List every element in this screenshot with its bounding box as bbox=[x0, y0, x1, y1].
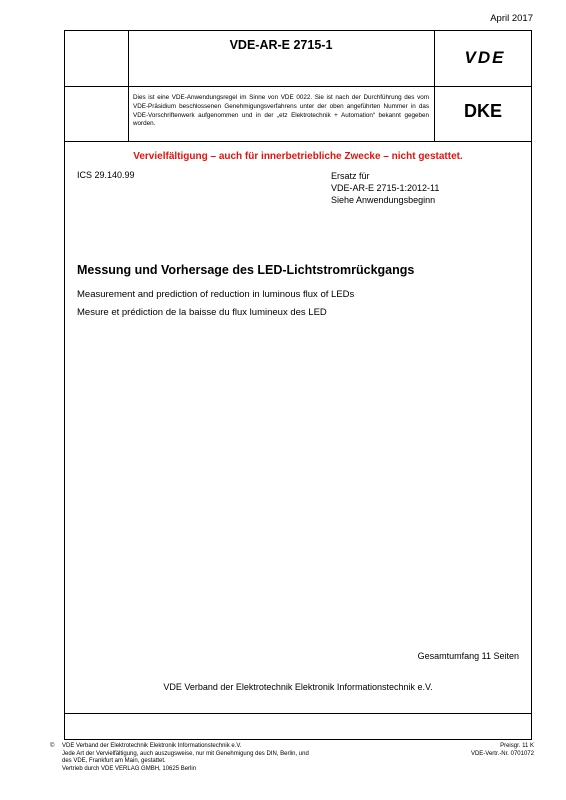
footer-line: des VDE, Frankfurt am Main, gestattet. bbox=[62, 758, 166, 765]
total-pages: Gesamtumfang 11 Seiten bbox=[417, 651, 519, 661]
replaces-label: Ersatz für bbox=[331, 171, 370, 181]
title-german: Messung und Vorhersage des LED-Lichtstromrückgangs bbox=[77, 263, 415, 277]
footer-line: VDE Verband der Elektrotechnik Elektronik Informationstechnik e.V. bbox=[62, 743, 242, 749]
copyright-icon: © bbox=[50, 743, 55, 749]
publisher: VDE Verband der Elektrotechnik Elektronik Informationstechnik e.V. bbox=[163, 682, 433, 692]
publication-date: April 2017 bbox=[490, 13, 533, 24]
vde-logo-text: VDE bbox=[464, 49, 506, 65]
title-french: Mesure et prédiction de la baisse du flux lumineux des LED bbox=[77, 307, 327, 318]
ics-code: ICS 29.140.99 bbox=[77, 170, 135, 180]
order-number: VDE-Vertr.-Nr. 0701072 bbox=[470, 750, 534, 757]
footer-line: Jede Art der Vervielfältigung, auch auszugsweise, nur mit Genehmigung des DIN, Berlin, und bbox=[62, 750, 309, 757]
approval-notice: Dies ist eine VDE-Anwendungsregel im Sinne von VDE 0022. Sie ist nach der Durchführung des vom VDE-Präsidium beschlossenen Genehmigungsverfahrens unter der oben angeführten Nummer in das VDE-Vorschriftenwerk aufgenommen und in der „etz Elektrotechnik + Automation“ bekannt gegeben worden. bbox=[133, 94, 429, 128]
dke-mark: DKE bbox=[463, 101, 502, 121]
copy-warning: Vervielfältigung – auch für innerbetriebliche Zwecke – nicht gestattet. bbox=[133, 151, 463, 162]
bottom-divider bbox=[65, 713, 531, 714]
price-group: Preisgr. 11 K bbox=[500, 743, 534, 749]
document-frame bbox=[64, 30, 532, 740]
document-number: VDE-AR-E 2715-1 bbox=[229, 38, 333, 52]
vde-logo bbox=[446, 49, 524, 65]
header-divider bbox=[65, 86, 531, 87]
replaces-block bbox=[331, 170, 439, 206]
order-info bbox=[471, 743, 534, 758]
footer-line: Vertrieb durch VDE VERLAG GMBH, 10625 Berlin bbox=[62, 765, 197, 772]
replaced-document: VDE-AR-E 2715-1:2012-11 bbox=[331, 183, 440, 193]
title-english: Measurement and prediction of reduction in luminous flux of LEDs bbox=[77, 289, 355, 300]
application-start-note: Siehe Anwendungsbeginn bbox=[331, 195, 436, 205]
right-column-divider bbox=[434, 31, 435, 141]
notice-divider bbox=[65, 141, 531, 142]
copyright-footer bbox=[50, 743, 309, 773]
